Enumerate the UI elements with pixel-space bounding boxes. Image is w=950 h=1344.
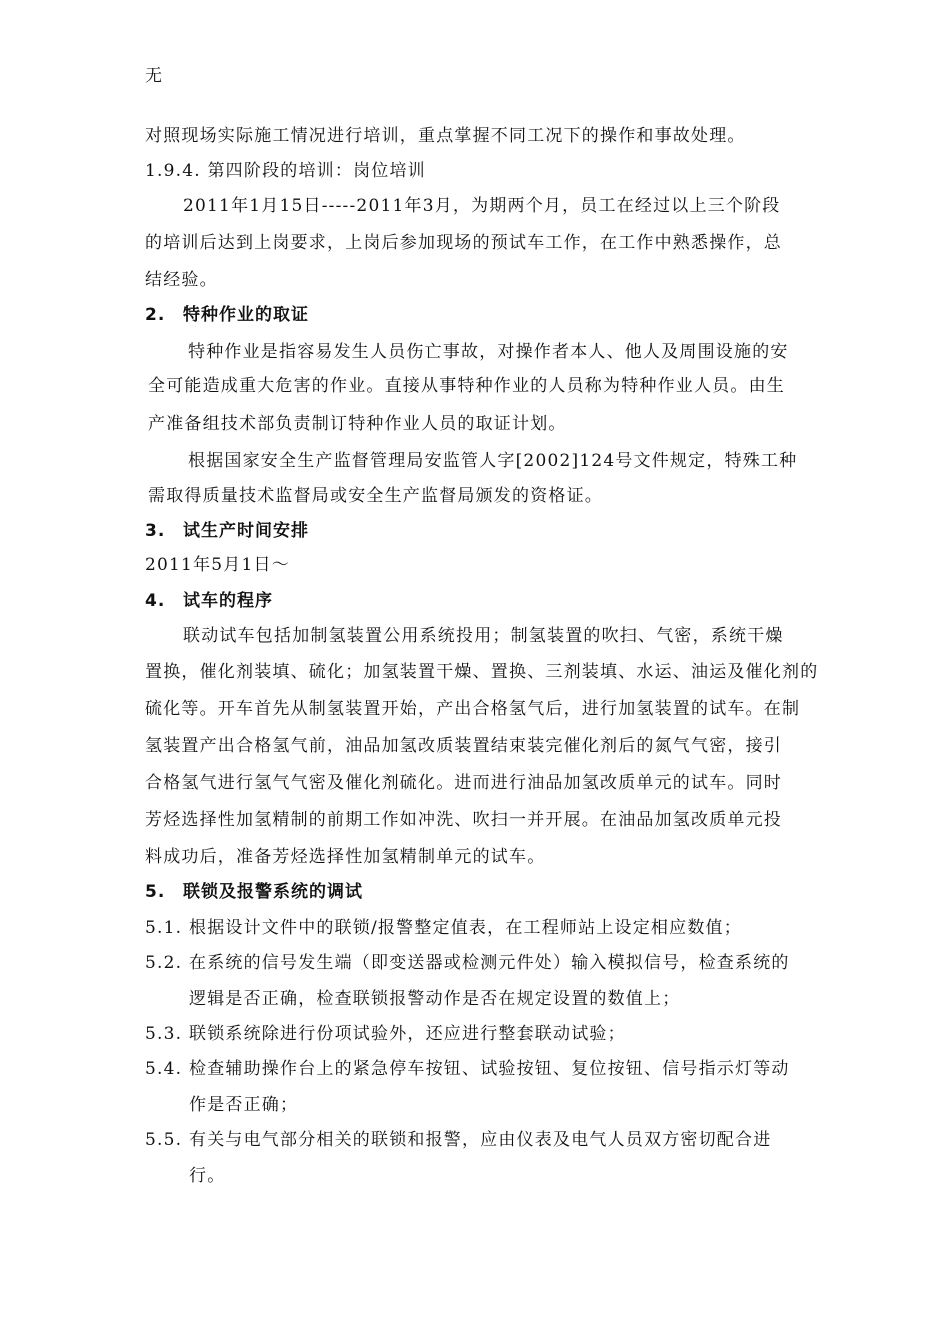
list-item-text: 检查辅助操作台上的紧急停车按钮、试验按钮、复位按钮、信号指示灯等动 (189, 1059, 790, 1079)
paragraph-stage4-line1: 2011年1月15日-----2011年3月，为期两个月，员工在经过以上三个阶段 (183, 196, 781, 216)
list-item-5-4 (145, 1057, 790, 1081)
section-number: 5. (145, 882, 166, 902)
paragraph-cert-line2: 需取得质量技术监督局或安全生产监督局颁发的资格证。 (148, 486, 603, 506)
list-item-number: 5.5. (145, 1130, 183, 1150)
section-number: 4. (145, 591, 166, 611)
paragraph-procedure-line7: 料成功后，准备芳烃选择性加氢精制单元的试车。 (145, 847, 546, 867)
paragraph-stage4-line2: 的培训后达到上岗要求，上岗后参加现场的预试车工作，在工作中熟悉操作，总 (145, 233, 782, 253)
list-item-5-1 (145, 916, 742, 940)
list-item-text: 联锁系统除进行份项试验外，还应进行整套联动试验； (189, 1024, 626, 1044)
list-item-5-4-continuation: 作是否正确； (189, 1095, 299, 1115)
list-item-5-5 (145, 1128, 771, 1152)
paragraph-procedure-line4: 氢装置产出合格氢气前，油品加氢改质装置结束装完催化剂后的氮气气密，接引 (145, 736, 782, 756)
section-number: 3. (145, 521, 166, 541)
section-title: 特种作业的取证 (183, 305, 309, 325)
section-title: 联锁及报警系统的调试 (183, 882, 363, 902)
paragraph-procedure-line5: 合格氢气进行氢气气密及催化剂硫化。进而进行油品加氢改质单元的试车。同时 (145, 773, 782, 793)
header-label: 无 (145, 66, 164, 86)
paragraph-training-continuation: 对照现场实际施工情况进行培训，重点掌握不同工况下的操作和事故处理。 (145, 126, 746, 146)
list-item-5-2 (145, 951, 790, 975)
list-item-number: 5.2. (145, 953, 183, 973)
list-item-5-3 (145, 1022, 626, 1046)
list-item-text: 根据设计文件中的联锁/报警整定值表，在工程师站上设定相应数值； (189, 918, 742, 938)
section-heading-2 (145, 303, 309, 327)
list-item-text: 有关与电气部分相关的联锁和报警，应由仪表及电气人员双方密切配合进 (189, 1130, 772, 1150)
list-item-number: 5.4. (145, 1059, 183, 1079)
section-heading-4 (145, 589, 273, 613)
list-item-number: 5.1. (145, 918, 183, 938)
section-heading-3 (145, 519, 309, 543)
paragraph-procedure-line1: 联动试车包括加制氢装置公用系统投用；制氢装置的吹扫、气密，系统干燥 (183, 626, 784, 646)
paragraph-procedure-line6: 芳烃选择性加氢精制的前期工作如冲洗、吹扫一并开展。在油品加氢改质单元投 (145, 810, 782, 830)
paragraph-stage4-line3: 结经验。 (145, 270, 218, 290)
paragraph-special-line2: 全可能造成重大危害的作业。直接从事特种作业的人员称为特种作业人员。由生 (148, 376, 785, 396)
list-item-5-5-continuation: 行。 (189, 1166, 226, 1186)
paragraph-procedure-line2: 置换，催化剂装填、硫化；加氢装置干燥、置换、三剂装填、水运、油运及催化剂的 (145, 662, 819, 682)
paragraph-special-line3: 产准备组技术部负责制订特种作业人员的取证计划。 (148, 414, 567, 434)
section-heading-5 (145, 880, 363, 904)
list-item-5-2-continuation: 逻辑是否正确，检查联锁报警动作是否在规定设置的数值上； (189, 989, 681, 1009)
paragraph-procedure-line3: 硫化等。开车首先从制氢装置开始，产出合格氢气后，进行加氢装置的试车。在制 (145, 699, 801, 719)
list-item-text: 在系统的信号发生端（即变送器或检测元件处）输入模拟信号，检查系统的 (189, 953, 790, 973)
list-item-number: 5.3. (145, 1024, 183, 1044)
section-number: 2. (145, 305, 166, 325)
section-title: 试生产时间安排 (183, 521, 309, 541)
paragraph-cert-line1: 根据国家安全生产监督管理局安监管人字[2002]124号文件规定，特殊工种 (188, 451, 798, 471)
section-title: 试车的程序 (183, 591, 273, 611)
trial-production-date: 2011年5月1日～ (145, 555, 290, 575)
heading-1-9-4: 1.9.4. 第四阶段的培训：岗位培训 (145, 161, 426, 181)
paragraph-special-line1: 特种作业是指容易发生人员伤亡事故，对操作者本人、他人及周围设施的安 (188, 342, 789, 362)
